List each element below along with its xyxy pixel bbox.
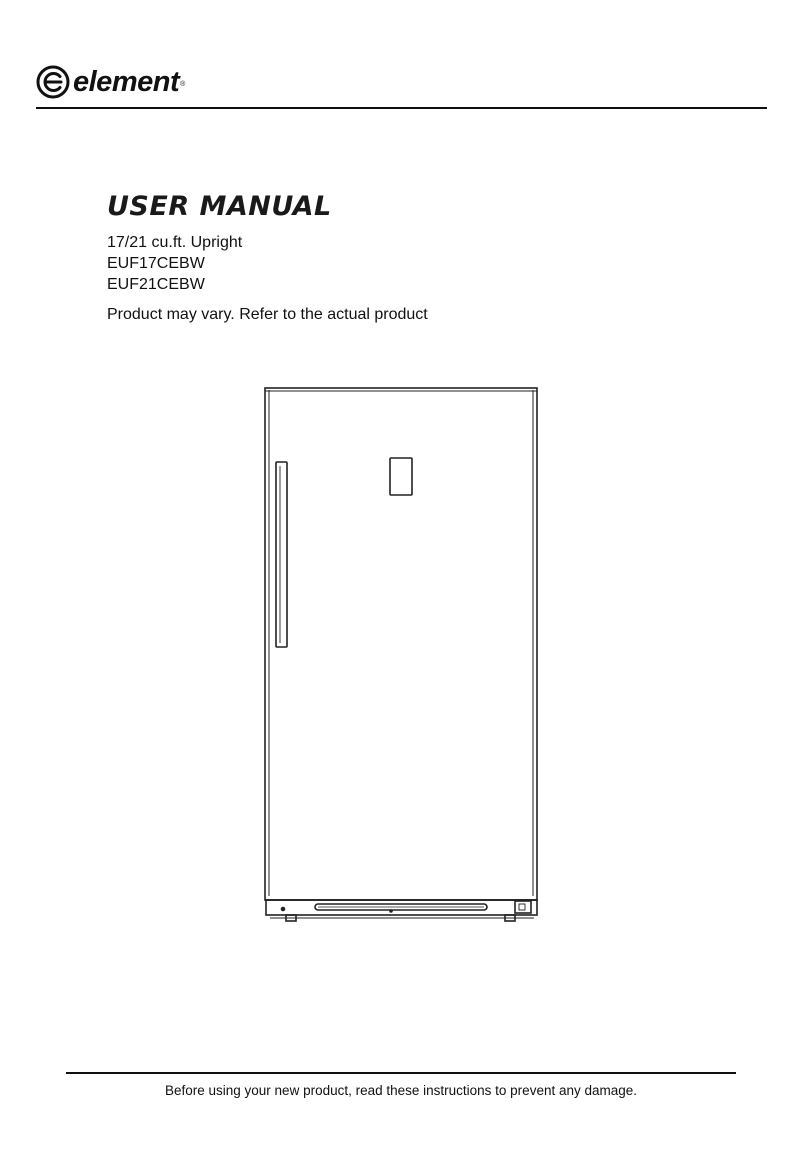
upright-freezer-illustration — [260, 382, 544, 926]
brand-logo — [36, 64, 185, 100]
freezer-cabinet — [265, 388, 537, 900]
footer-divider — [66, 1072, 736, 1074]
freezer-base — [266, 900, 537, 915]
product-spec-block — [107, 232, 242, 295]
document-title: USER MANUAL — [107, 191, 332, 222]
brand-wordmark: element — [73, 65, 180, 98]
model-number: EUF17CEBW — [107, 255, 205, 272]
product-disclaimer: Product may vary. Refer to the actual product — [107, 306, 428, 323]
control-panel — [390, 458, 412, 495]
element-logo-icon — [36, 65, 70, 99]
registered-mark: ® — [180, 80, 186, 88]
header-divider — [36, 107, 767, 109]
door-handle — [276, 462, 287, 647]
bottom-hinge — [515, 901, 531, 913]
model-number: EUF21CEBW — [107, 276, 205, 293]
capacity-line: 17/21 cu.ft. Upright — [107, 234, 243, 251]
footer-instruction-note: Before using your new product, read these instructions to prevent any damage. — [164, 1083, 638, 1098]
